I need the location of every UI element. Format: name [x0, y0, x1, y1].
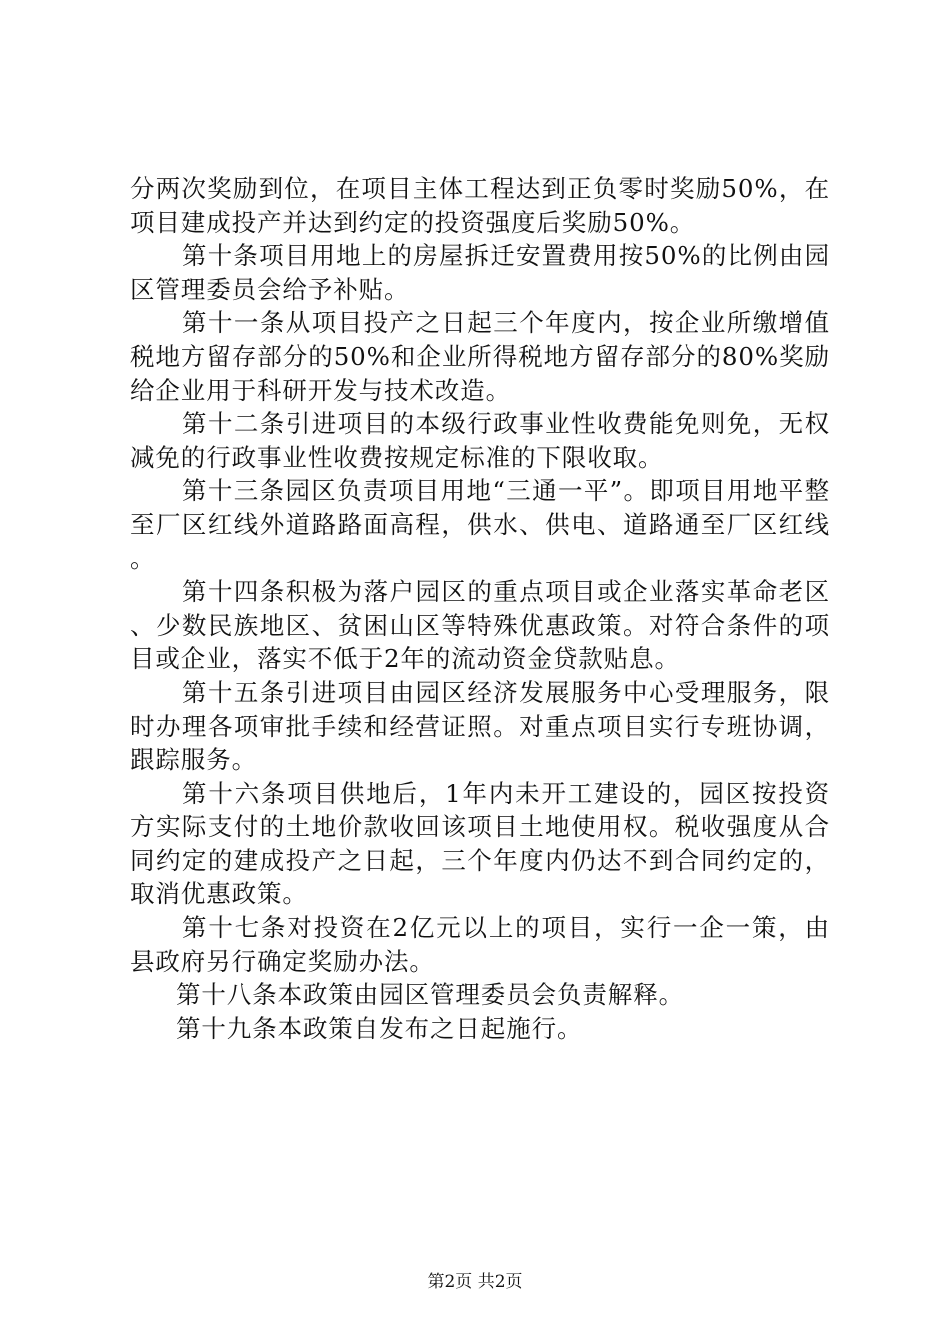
paragraph-article-12: 第十二条引进项目的本级行政事业性收费能免则免，无权减免的行政事业性收费按规定标准的下限收取。 [130, 409, 830, 472]
paragraph-article-19: 第十九条本政策自发布之日起施行。 [176, 1013, 583, 1043]
paragraph-article-17: 第十七条对投资在2亿元以上的项目，实行一企一策，由县政府另行确定奖励办法。 [130, 913, 830, 976]
paragraph-article-10: 第十条项目用地上的房屋拆迁安置费用按50%的比例由园区管理委员会给予补贴。 [130, 241, 830, 304]
paragraph-article-14: 第十四条积极为落户园区的重点项目或企业落实革命老区、少数民族地区、贫困山区等特殊优惠政策。对符合条件的项目或企业，落实不低于2年的流动资金贷款贴息。 [130, 577, 830, 674]
paragraph-continuation: 分两次奖励到位，在项目主体工程达到正负零时奖励50%，在项目建成投产并达到约定的投资强度后奖励50%。 [130, 174, 830, 237]
paragraph-article-11: 第十一条从项目投产之日起三个年度内，按企业所缴增值税地方留存部分的50%和企业所得税地方留存部分的80%奖励给企业用于科研开发与技术改造。 [130, 308, 830, 405]
paragraph-article-18: 第十八条本政策由园区管理委员会负责解释。 [176, 980, 684, 1010]
paragraph-article-13: 第十三条园区负责项目用地“三通一平”。即项目用地平整至厂区红线外道路路面高程，供水、供电、道路通至厂区红线。 [130, 476, 830, 573]
page-number-footer: 第2页 共2页 [427, 1272, 523, 1292]
document-body [130, 172, 830, 1045]
paragraph-article-15: 第十五条引进项目由园区经济发展服务中心受理服务，限时办理各项审批手续和经营证照。对重点项目实行专班协调，跟踪服务。 [130, 677, 830, 775]
paragraph-article-16: 第十六条项目供地后，1年内未开工建设的，园区按投资方实际支付的土地价款收回该项目土地使用权。税收强度从合同约定的建成投产之日起，三个年度内仍达不到合同约定的，取消优惠政策。 [130, 778, 830, 909]
